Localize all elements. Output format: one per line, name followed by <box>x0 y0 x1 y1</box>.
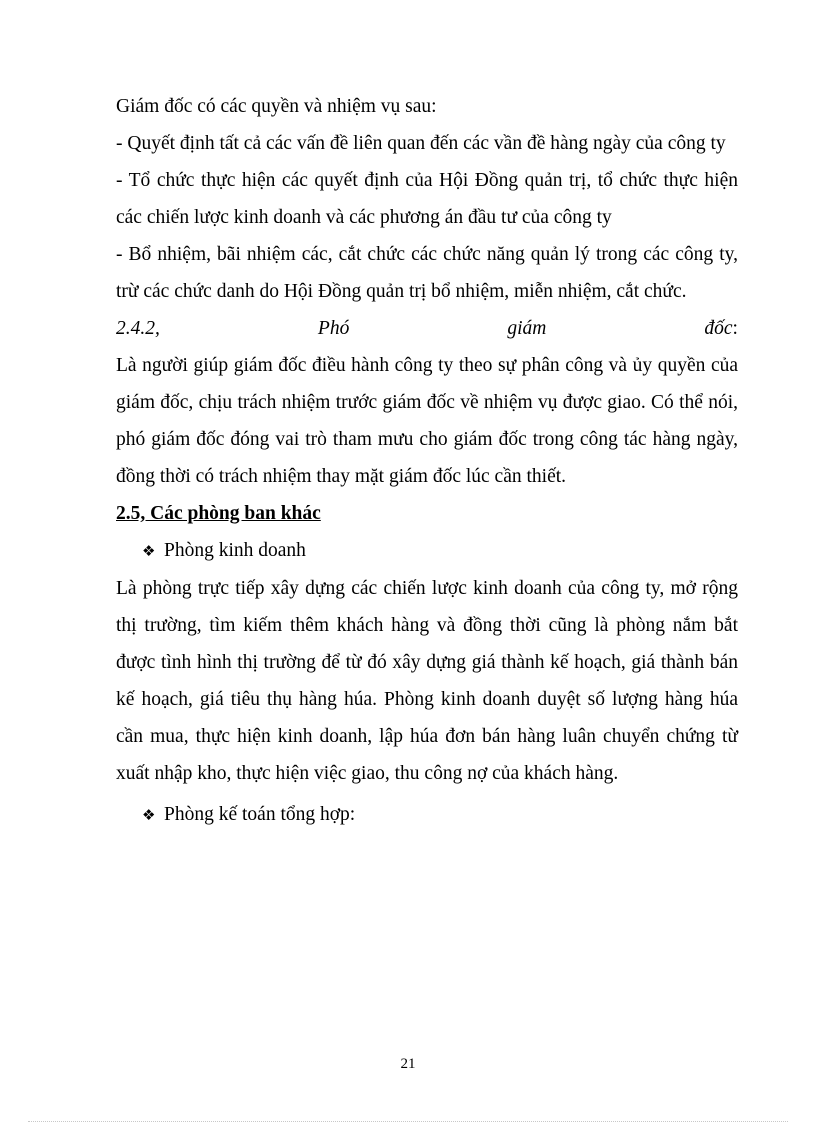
subheading-number: 2.4.2, <box>116 318 160 339</box>
intro-paragraph: Giám đốc có các quyền và nhiệm vụ sau: <box>116 96 437 117</box>
bullet-sales-department <box>116 532 738 570</box>
diamond-bullet-icon: ❖ <box>142 542 156 560</box>
bullet-accounting-department <box>116 796 738 834</box>
document-page <box>116 88 738 834</box>
director-duty-3: - Bổ nhiệm, bãi nhiệm các, cắt chức các chức năng quản lý trong các công ty, trừ các chức danh do Hội Đồng quản trị bổ nhiệm, miễn nhiệm, cắt chức. <box>116 244 738 302</box>
subheading-colon: : <box>732 318 738 339</box>
subheading-word-3: đốc <box>704 318 733 339</box>
page-number: 21 <box>400 1056 416 1072</box>
subheading-word-3-wrap <box>704 310 738 347</box>
section-title: 2.5, Các phòng ban khác <box>116 503 321 524</box>
page-bottom-divider <box>28 1121 788 1122</box>
director-duty-2: - Tổ chức thực hiện các quyết định của Hội Đồng quản trị, tổ chức thực hiện các chiến lược kinh doanh và các phương án đầu tư của công ty <box>116 170 738 228</box>
bullet-label: Phòng kinh doanh <box>164 540 306 561</box>
subheading-deputy-director <box>116 310 738 347</box>
bullet-label: Phòng kế toán tổng hợp: <box>164 804 356 825</box>
deputy-director-paragraph: Là người giúp giám đốc điều hành công ty theo sự phân công và ủy quyền của giám đốc, chịu trách nhiệm trước giám đốc về nhiệm vụ được giao. Có thể nói, phó giám đốc đóng vai trò tham mưu cho giám đốc trong công tác hàng ngày, đồng thời có trách nhiệm thay mặt giám đốc lúc cần thiết. <box>116 355 738 487</box>
subheading-word-1: Phó <box>317 318 350 339</box>
subheading-word-2: giám <box>507 318 547 339</box>
sales-department-paragraph: Là phòng trực tiếp xây dựng các chiến lược kinh doanh của công ty, mở rộng thị trường, tìm kiếm thêm khách hàng và đồng thời cũng là phòng nắm bắt được tình hình thị trường để từ đó xây dựng giá thành kế hoạch, giá thành bán kế hoạch, giá tiêu thụ hàng húa. Phòng kinh doanh duyệt số lượng hàng húa cần mua, thực hiện kinh doanh, lập húa đơn bán hàng luân chuyển chứng từ xuất nhập kho, thực hiện việc giao, thu công nợ của khách hàng. <box>116 578 738 784</box>
director-duty-1: - Quyết định tất cả các vấn đề liên quan đến các vần đề hàng ngày của công ty <box>116 133 726 154</box>
diamond-bullet-icon: ❖ <box>142 806 156 824</box>
